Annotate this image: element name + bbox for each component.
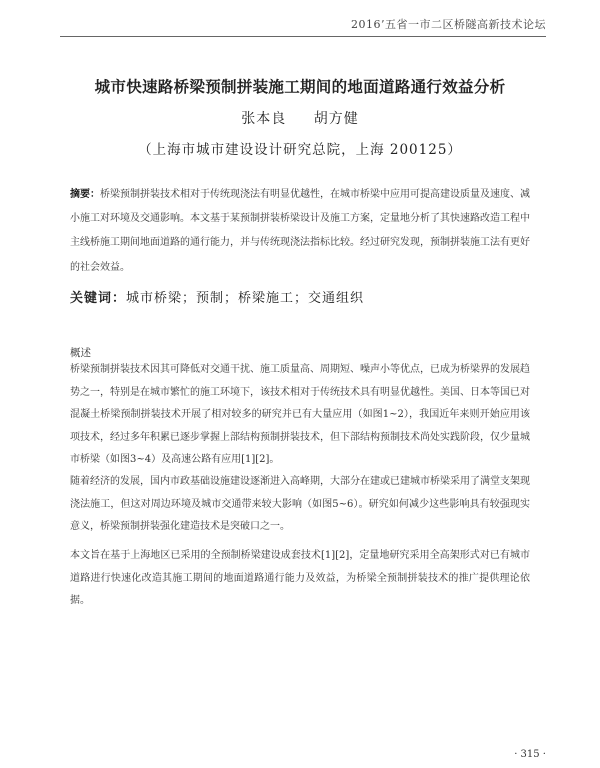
paper-title: 城市快速路桥梁预制拼装施工期间的地面道路通行效益分析 bbox=[94, 78, 506, 96]
section-heading: 概述 bbox=[70, 347, 91, 359]
abstract-text: 桥梁预制拼装技术相对于传统现浇法有明显优越性，在城市桥梁中应用可提高建设质量及速度、减小施工对环境及交通影响。本文基于某预制拼装桥梁设计及施工方案，定量地分析了其快速路改造工程中主线桥施工期间地面道路的通行能力，并与传统现浇法指标比较。经过研究发现，预制拼装施工法有更好的社会效益。 bbox=[70, 189, 530, 273]
page-number: · 315 · bbox=[514, 749, 546, 760]
keywords-label: 关键词： bbox=[70, 291, 127, 306]
header-rule bbox=[60, 36, 546, 37]
keywords bbox=[70, 287, 530, 306]
body-paragraph: 本文旨在基于上海地区已采用的全预制桥梁建设成套技术[1][2]，定量地研究采用全高架形式对已有城市道路进行快速化改造其施工期间的地面道路通行能力及效益，为桥梁全预制拼装技术的推广提供理论依据。 bbox=[70, 550, 530, 606]
paper-affiliation: （上海市城市建设设计研究总院，上海 200125） bbox=[138, 142, 462, 158]
abstract bbox=[70, 183, 530, 280]
running-header: 2016’五省一市二区桥隧高新技术论坛 bbox=[351, 18, 546, 31]
keywords-text: 城市桥梁；预制；桥梁施工；交通组织 bbox=[126, 291, 365, 306]
body-paragraph: 随着经济的发展，国内市政基础设施建设逐渐进入高峰期，大部分在建或已建城市桥梁采用了满堂支架现浇法施工，但这对周边环境及城市交通带来较大影响（如图5~6）。研究如何减少这些影响具有较强现实意义，桥梁预制拼装强化建造技术是突破口之一。 bbox=[70, 476, 530, 532]
body-paragraph: 桥梁预制拼装技术因其可降低对交通干扰、施工质量高、周期短、噪声小等优点，已成为桥梁界的发展趋势之一，特别是在城市繁忙的施工环境下，该技术相对于传统技术具有明显优越性。美国、日本等国已对混凝土桥梁预制拼装技术开展了相对较多的研究并已有大量应用（如图1~2），我国近年来则开始应用该项技术，经过多年积累已逐步掌握上部结构预制拼装技术，但下部结构预制技术尚处实践阶段，仅少量城市桥梁（如图3~4）及高速公路有应用[1][2]。 bbox=[70, 364, 530, 465]
abstract-label: 摘要： bbox=[70, 189, 100, 200]
paper-authors: 张本良 胡方健 bbox=[241, 111, 359, 127]
